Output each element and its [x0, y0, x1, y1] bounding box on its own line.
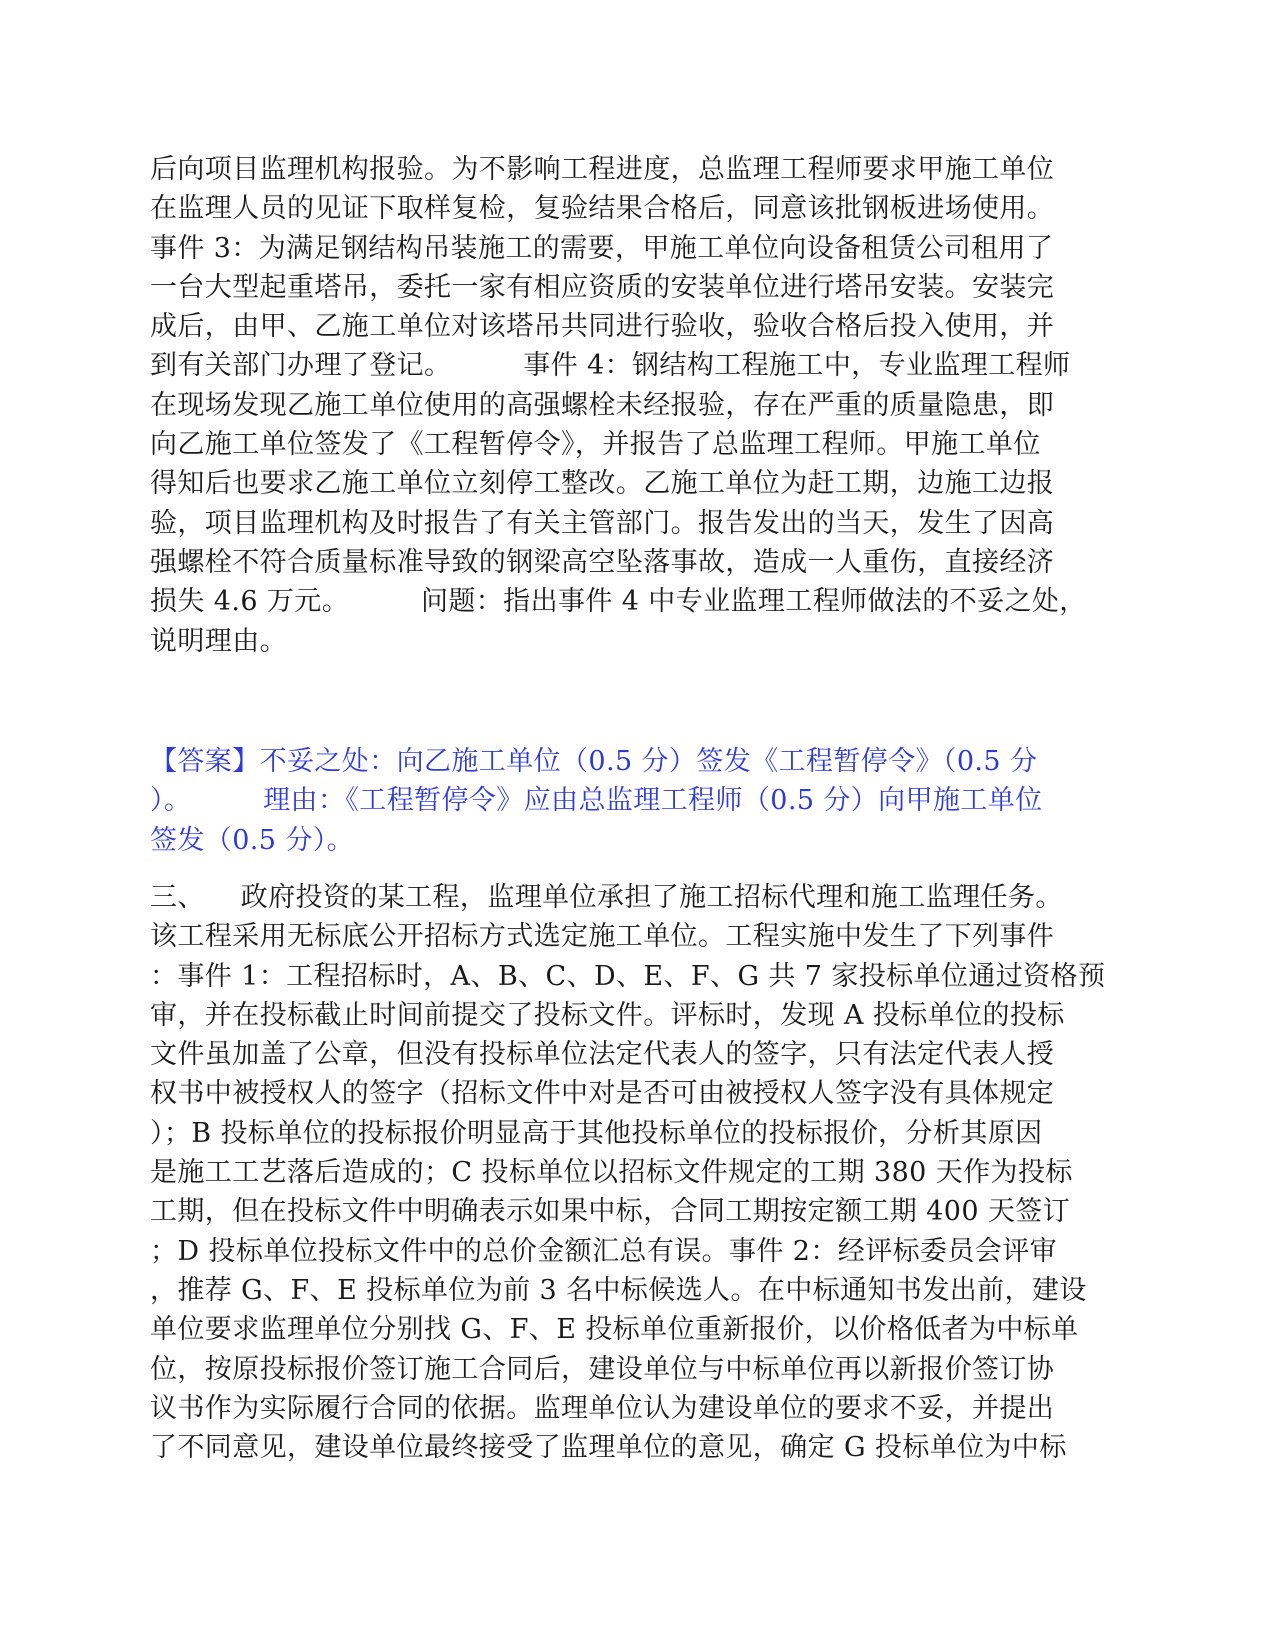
passage-line: 强螺栓不符合质量标准导致的钢梁高空坠落事故，造成一人重伤，直接经济 [150, 546, 1055, 578]
section-three [150, 878, 1110, 1467]
answer-line: 【答案】不妥之处：向乙施工单位（0.5 分）签发《工程暂停令》（0.5 分 [150, 746, 1038, 777]
passage-line: 损失 4.6 万元。 问题：指出事件 4 中专业监理工程师做法的不妥之处， [150, 586, 1087, 618]
section3-line: ）；B 投标单位的投标报价明显高于其他投标单位的投标报价，分析其原因 [150, 1117, 1043, 1149]
answer-line: 签发（0.5 分）。 [150, 824, 355, 856]
passage-line: 事件 3：为满足钢结构吊装施工的需要，甲施工单位向设备租赁公司租用了 [150, 232, 1054, 264]
section3-line: 单位要求监理单位分别找 G、F、E 投标单位重新报价，以价格低者为中标单 [150, 1314, 1079, 1346]
section3-line: 了不同意见，建设单位最终接受了监理单位的意见，确定 G 投标单位为中标 [150, 1432, 1067, 1464]
passage-line: 在监理人员的见证下取样复检，复验结果合格后，同意该批钢板进场使用。 [150, 193, 1055, 225]
question-passage [150, 150, 1110, 661]
passage-line: 后向项目监理机构报验。为不影响工程进度，总监理工程师要求甲施工单位 [150, 154, 1055, 185]
section3-line: 议书作为实际履行合同的依据。监理单位认为建设单位的要求不妥，并提出 [150, 1392, 1055, 1424]
section3-line: 三、 政府投资的某工程，监理单位承担了施工招标代理和施工监理任务。 [150, 882, 1063, 913]
section3-line: 位，按原投标报价签订施工合同后，建设单位与中标单位再以新报价签订协 [150, 1353, 1055, 1385]
section3-line: 文件虽加盖了公章，但没有投标单位法定代表人的签字，只有法定代表人授 [150, 1039, 1055, 1071]
passage-line: 说明理由。 [150, 625, 287, 657]
passage-line: 在现场发现乙施工单位使用的高强螺栓未经报验，存在严重的质量隐患，即 [150, 389, 1055, 421]
section3-line: 该工程采用无标底公开招标方式选定施工单位。工程实施中发生了下列事件 [150, 921, 1055, 953]
passage-line: 向乙施工单位签发了《工程暂停令》，并报告了总监理工程师。甲施工单位 [150, 429, 1041, 461]
passage-line: 验，项目监理机构及时报告了有关主管部门。报告发出的当天，发生了因高 [150, 507, 1055, 539]
passage-line: 得知后也要求乙施工单位立刻停工整改。乙施工单位为赶工期，边施工边报 [150, 468, 1055, 500]
section3-line: 工期，但在投标文件中明确表示如果中标，合同工期按定额工期 400 天签订 [150, 1196, 1071, 1228]
section3-line: 权书中被授权人的签字（招标文件中对是否可由被授权人签字没有具体规定 [150, 1078, 1055, 1110]
section3-line: 是施工工艺落后造成的；C 投标单位以招标文件规定的工期 380 天作为投标 [150, 1157, 1073, 1189]
passage-line: 成后，由甲、乙施工单位对该塔吊共同进行验收，验收合格后投入使用，并 [150, 311, 1055, 343]
section3-line: ，推荐 G、F、E 投标单位为前 3 名中标候选人。在中标通知书发出前，建设 [150, 1274, 1087, 1306]
section3-line: ：事件 1：工程招标时，A、B、C、D、E、F、G 共 7 家投标单位通过资格预 [150, 960, 1106, 992]
section3-line: ；D 投标单位投标文件中的总价金额汇总有误。事件 2：经评标委员会评审 [150, 1235, 1057, 1267]
passage-line: 到有关部门办理了登记。 事件 4：钢结构工程施工中，专业监理工程师 [150, 350, 1071, 382]
passage-line: 一台大型起重塔吊，委托一家有相应资质的安装单位进行塔吊安装。安装完 [150, 271, 1055, 303]
answer-block [150, 742, 1110, 860]
section3-line: 审，并在投标截止时间前提交了投标文件。评标时，发现 A 投标单位的投标 [150, 999, 1065, 1031]
answer-line: ）。 理由：《工程暂停令》应由总监理工程师（0.5 分）向甲施工单位 [150, 785, 1043, 817]
